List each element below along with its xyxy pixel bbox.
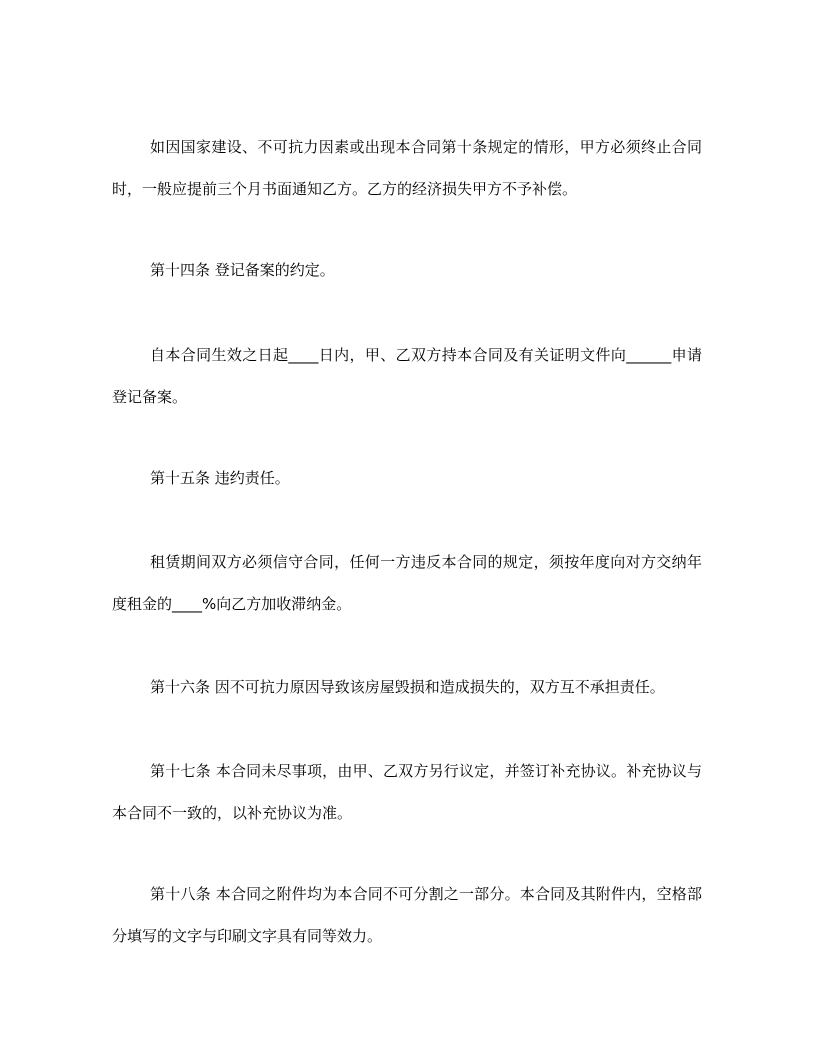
article-17-supplementary: 第十七条 本合同未尽事项，由甲、乙双方另行议定，并签订补充协议。补充协议与本合同不一致的，以补充协议为准。 (112, 762, 702, 822)
article-18-attachments: 第十八条 本合同之附件均为本合同不可分割之一部分。本合同及其附件内，空格部分填写的文字与印刷文字具有同等效力。 (112, 885, 702, 945)
article-15-heading: 第十五条 违约责任。 (150, 469, 290, 487)
article-14-heading: 第十四条 登记备案的约定。 (150, 261, 335, 279)
paragraph-breach-penalty: 租赁期间双方必须信守合同，任何一方违反本合同的规定，须按年度向对方交纳年度租金的____%向乙方加收滞纳金。 (112, 553, 702, 613)
article-16-force-majeure: 第十六条 因不可抗力原因导致该房屋毁损和造成损失的，双方互不承担责任。 (150, 678, 665, 696)
paragraph-termination-notice: 如因国家建设、不可抗力因素或出现本合同第十条规定的情形，甲方必须终止合同时，一般应提前三个月书面通知乙方。乙方的经济损失甲方不予补偿。 (112, 138, 702, 198)
paragraph-registration: 自本合同生效之日起____日内，甲、乙双方持本合同及有关证明文件向______申请登记备案。 (112, 346, 702, 406)
